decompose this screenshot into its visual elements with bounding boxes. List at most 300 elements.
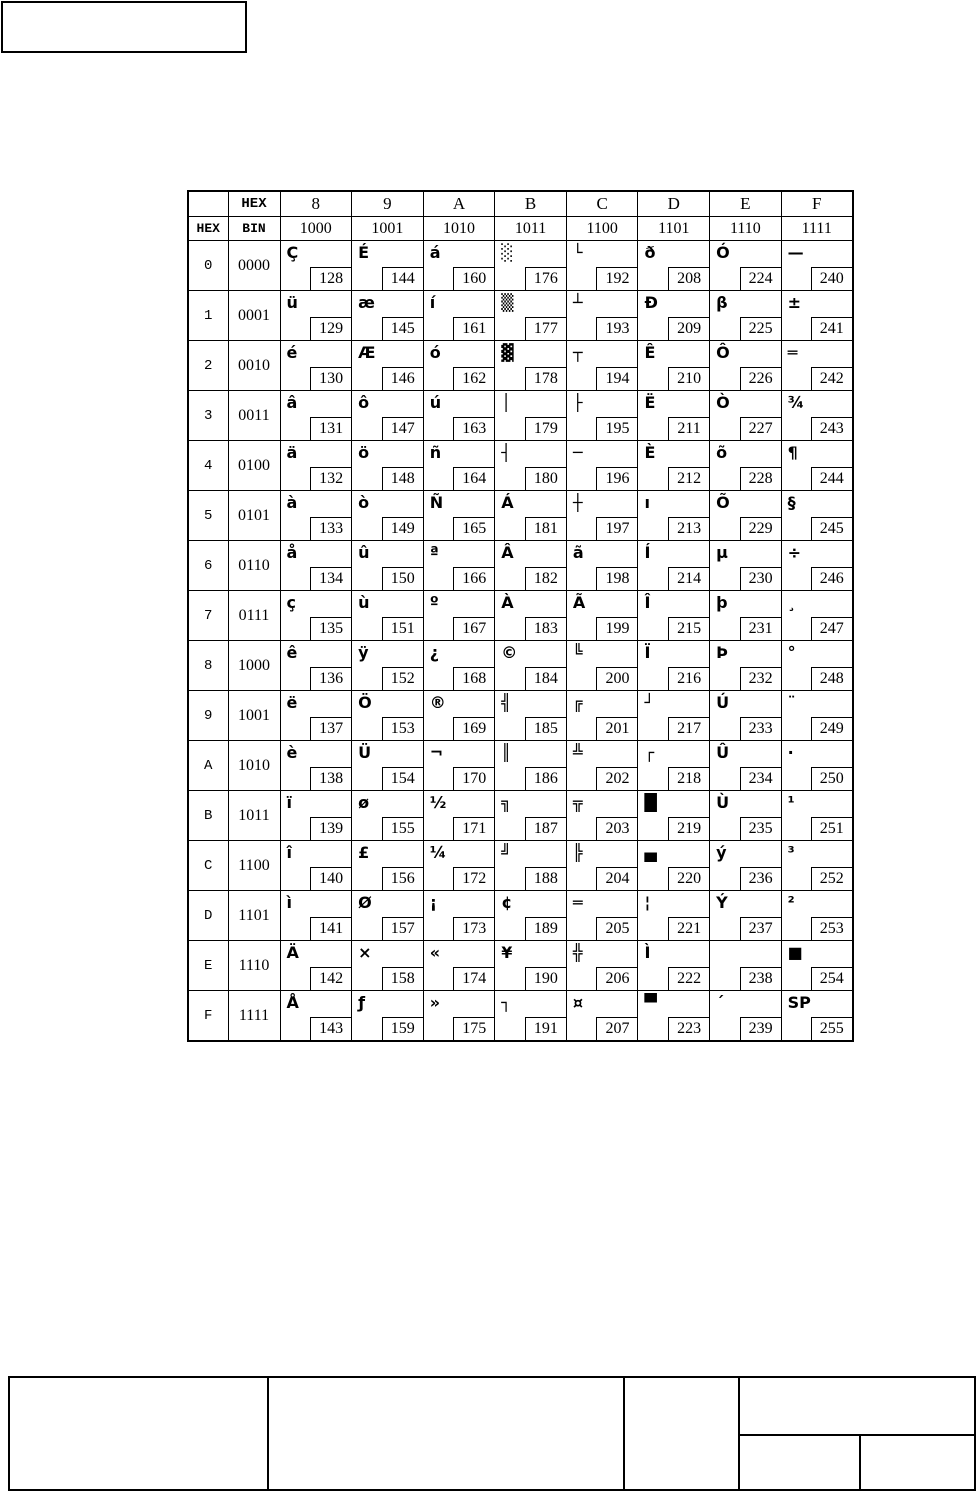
char-glyph: ╔ bbox=[572, 693, 583, 712]
char-cell bbox=[710, 591, 782, 641]
char-glyph: ç bbox=[286, 593, 296, 612]
char-code: 185 bbox=[525, 717, 566, 740]
char-code: 197 bbox=[596, 517, 637, 540]
char-code: 217 bbox=[668, 717, 709, 740]
row-hex: 3 bbox=[188, 391, 228, 441]
char-glyph: ë bbox=[286, 693, 298, 712]
char-glyph: æ bbox=[358, 293, 375, 312]
char-glyph: β bbox=[716, 293, 728, 312]
char-code: 183 bbox=[525, 617, 566, 640]
char-glyph: é bbox=[286, 343, 298, 362]
char-cell bbox=[710, 491, 782, 541]
char-glyph: ¹ bbox=[787, 793, 795, 812]
char-cell bbox=[352, 441, 424, 491]
char-glyph: í bbox=[429, 293, 436, 312]
char-code: 247 bbox=[811, 617, 852, 640]
char-code: 230 bbox=[740, 567, 781, 590]
row-bin: 0100 bbox=[228, 441, 280, 491]
column-bin: 1111 bbox=[781, 217, 853, 241]
row-bin: 1010 bbox=[228, 741, 280, 791]
char-code: 157 bbox=[382, 917, 423, 940]
row-hex: A bbox=[188, 741, 228, 791]
char-cell bbox=[280, 341, 352, 391]
char-cell bbox=[352, 641, 424, 691]
table-row bbox=[188, 991, 853, 1042]
char-glyph: § bbox=[787, 493, 796, 512]
char-glyph: ƒ bbox=[358, 993, 366, 1012]
char-glyph: Í bbox=[644, 543, 651, 562]
char-code: 239 bbox=[740, 1017, 781, 1040]
column-hex: 9 bbox=[352, 191, 424, 217]
char-cell bbox=[280, 741, 352, 791]
footer-title-block bbox=[8, 1376, 976, 1491]
char-glyph: ÿ bbox=[358, 643, 369, 662]
char-cell bbox=[781, 541, 853, 591]
char-code: 229 bbox=[740, 517, 781, 540]
char-cell bbox=[638, 841, 710, 891]
char-glyph: Ê bbox=[644, 343, 656, 362]
char-glyph: ┘ bbox=[644, 693, 655, 712]
char-glyph: « bbox=[429, 943, 441, 962]
char-glyph: ╩ bbox=[572, 743, 583, 762]
char-glyph: Õ bbox=[716, 493, 730, 512]
table-row bbox=[188, 391, 853, 441]
char-cell bbox=[352, 491, 424, 541]
char-code: 144 bbox=[382, 267, 423, 290]
char-code: 193 bbox=[596, 317, 637, 340]
row-bin: 1110 bbox=[228, 941, 280, 991]
char-glyph: ┴ bbox=[572, 293, 583, 312]
char-cell bbox=[638, 491, 710, 541]
char-code: 223 bbox=[668, 1017, 709, 1040]
char-glyph: ¿ bbox=[429, 643, 439, 662]
char-code: 154 bbox=[382, 767, 423, 790]
char-cell bbox=[352, 241, 424, 291]
row-hex: B bbox=[188, 791, 228, 841]
char-glyph: ┤ bbox=[501, 443, 511, 462]
char-code: 225 bbox=[740, 317, 781, 340]
char-cell bbox=[280, 841, 352, 891]
char-code: 218 bbox=[668, 767, 709, 790]
char-glyph: ║ bbox=[501, 743, 511, 762]
char-cell bbox=[781, 591, 853, 641]
row-hex: 1 bbox=[188, 291, 228, 341]
footer-divider bbox=[859, 1434, 861, 1489]
char-glyph: ú bbox=[429, 393, 442, 412]
row-hex-header-label: HEX bbox=[188, 217, 228, 241]
char-glyph: ▓ bbox=[501, 343, 514, 362]
char-cell bbox=[495, 641, 567, 691]
char-glyph: ╣ bbox=[501, 693, 511, 712]
char-glyph: ® bbox=[429, 693, 446, 712]
char-code: 160 bbox=[453, 267, 494, 290]
column-bin: 1000 bbox=[280, 217, 352, 241]
char-code: 143 bbox=[310, 1017, 351, 1040]
char-code: 155 bbox=[382, 817, 423, 840]
char-glyph: Ü bbox=[358, 743, 372, 762]
char-cell bbox=[566, 541, 638, 591]
char-code: 146 bbox=[382, 367, 423, 390]
char-cell bbox=[495, 291, 567, 341]
char-glyph: þ bbox=[716, 593, 728, 612]
char-code: 140 bbox=[310, 867, 351, 890]
char-code: 232 bbox=[740, 667, 781, 690]
char-cell bbox=[352, 691, 424, 741]
char-cell bbox=[495, 591, 567, 641]
char-glyph: Ë bbox=[644, 393, 656, 412]
char-code: 205 bbox=[596, 917, 637, 940]
char-code: 181 bbox=[525, 517, 566, 540]
char-glyph: ³ bbox=[787, 843, 795, 862]
char-code: 194 bbox=[596, 367, 637, 390]
char-code: 253 bbox=[811, 917, 852, 940]
char-code: 158 bbox=[382, 967, 423, 990]
char-cell bbox=[423, 341, 495, 391]
char-cell bbox=[566, 841, 638, 891]
char-cell bbox=[280, 791, 352, 841]
char-cell bbox=[495, 691, 567, 741]
row-hex: 2 bbox=[188, 341, 228, 391]
char-cell bbox=[781, 691, 853, 741]
char-cell bbox=[566, 441, 638, 491]
char-cell bbox=[495, 441, 567, 491]
char-code: 207 bbox=[596, 1017, 637, 1040]
char-cell bbox=[710, 741, 782, 791]
char-code: 173 bbox=[453, 917, 494, 940]
char-code: 178 bbox=[525, 367, 566, 390]
char-cell bbox=[638, 891, 710, 941]
char-code: 148 bbox=[382, 467, 423, 490]
char-glyph: Æ bbox=[358, 343, 376, 362]
char-glyph: ░ bbox=[501, 243, 514, 262]
char-code: 234 bbox=[740, 767, 781, 790]
char-code: 162 bbox=[453, 367, 494, 390]
char-code: 184 bbox=[525, 667, 566, 690]
char-cell bbox=[638, 541, 710, 591]
char-glyph: └ bbox=[572, 243, 583, 262]
char-cell bbox=[280, 691, 352, 741]
char-code: 174 bbox=[453, 967, 494, 990]
char-glyph: Î bbox=[644, 593, 651, 612]
row-hex: 9 bbox=[188, 691, 228, 741]
char-glyph: ¾ bbox=[787, 393, 805, 412]
char-glyph: ó bbox=[429, 343, 441, 362]
char-glyph: ± bbox=[787, 293, 802, 312]
char-glyph: ô bbox=[358, 393, 370, 412]
char-glyph: Å bbox=[286, 993, 299, 1012]
char-code: 214 bbox=[668, 567, 709, 590]
row-bin: 0010 bbox=[228, 341, 280, 391]
char-glyph: ¬ bbox=[429, 743, 444, 762]
column-hex: A bbox=[423, 191, 495, 217]
char-glyph: ╠ bbox=[572, 843, 583, 862]
char-code: 161 bbox=[453, 317, 494, 340]
char-code: 189 bbox=[525, 917, 566, 940]
char-glyph: å bbox=[286, 543, 298, 562]
char-cell bbox=[495, 891, 567, 941]
char-code: 186 bbox=[525, 767, 566, 790]
char-glyph: ¢ bbox=[501, 893, 513, 912]
column-bin: 1011 bbox=[495, 217, 567, 241]
char-cell bbox=[423, 941, 495, 991]
char-code: 252 bbox=[811, 867, 852, 890]
char-cell bbox=[352, 841, 424, 891]
char-glyph: ¼ bbox=[429, 843, 447, 862]
char-code: 156 bbox=[382, 867, 423, 890]
char-cell bbox=[781, 441, 853, 491]
char-cell bbox=[566, 891, 638, 941]
char-glyph: ╦ bbox=[572, 793, 583, 812]
table-row bbox=[188, 541, 853, 591]
char-cell bbox=[781, 241, 853, 291]
char-glyph: À bbox=[501, 593, 514, 612]
char-glyph: Ö bbox=[358, 693, 372, 712]
char-code: 222 bbox=[668, 967, 709, 990]
char-code: 212 bbox=[668, 467, 709, 490]
char-glyph: ─ bbox=[572, 443, 583, 462]
char-code: 179 bbox=[525, 417, 566, 440]
char-code: 220 bbox=[668, 867, 709, 890]
char-cell bbox=[710, 541, 782, 591]
char-glyph: Ñ bbox=[429, 493, 444, 512]
char-cell bbox=[352, 391, 424, 441]
char-code: 236 bbox=[740, 867, 781, 890]
char-cell bbox=[423, 291, 495, 341]
char-code: 171 bbox=[453, 817, 494, 840]
char-glyph: ä bbox=[286, 443, 298, 462]
char-cell bbox=[495, 391, 567, 441]
char-cell bbox=[423, 841, 495, 891]
char-glyph: û bbox=[358, 543, 370, 562]
row-hex: C bbox=[188, 841, 228, 891]
char-code: 216 bbox=[668, 667, 709, 690]
char-glyph: Á bbox=[501, 493, 514, 512]
char-glyph: è bbox=[286, 743, 298, 762]
char-code: 177 bbox=[525, 317, 566, 340]
char-glyph: Ò bbox=[716, 393, 730, 412]
char-cell bbox=[638, 941, 710, 991]
row-hex: F bbox=[188, 991, 228, 1042]
row-hex: D bbox=[188, 891, 228, 941]
char-glyph: ┼ bbox=[572, 493, 583, 512]
char-code: 141 bbox=[310, 917, 351, 940]
column-hex: C bbox=[566, 191, 638, 217]
column-bin: 1001 bbox=[352, 217, 424, 241]
char-code: 164 bbox=[453, 467, 494, 490]
char-cell bbox=[781, 991, 853, 1042]
char-glyph: î bbox=[286, 843, 292, 862]
char-glyph: ¶ bbox=[787, 443, 798, 462]
char-code: 167 bbox=[453, 617, 494, 640]
char-cell bbox=[495, 791, 567, 841]
char-code: 200 bbox=[596, 667, 637, 690]
char-code: 135 bbox=[310, 617, 351, 640]
char-cell bbox=[566, 741, 638, 791]
column-hex: E bbox=[710, 191, 782, 217]
row-bin: 0000 bbox=[228, 241, 280, 291]
char-code: 180 bbox=[525, 467, 566, 490]
char-glyph: │ bbox=[501, 393, 511, 412]
char-cell bbox=[566, 641, 638, 691]
char-cell bbox=[781, 491, 853, 541]
char-glyph: ý bbox=[716, 843, 727, 862]
char-cell bbox=[710, 991, 782, 1042]
char-cell bbox=[566, 691, 638, 741]
row-bin: 0011 bbox=[228, 391, 280, 441]
row-bin: 0110 bbox=[228, 541, 280, 591]
char-code: 231 bbox=[740, 617, 781, 640]
char-glyph: Ù bbox=[716, 793, 730, 812]
char-glyph: ° bbox=[787, 643, 796, 662]
char-cell bbox=[638, 791, 710, 841]
char-glyph: ┐ bbox=[501, 993, 511, 1012]
row-bin: 1011 bbox=[228, 791, 280, 841]
char-code: 209 bbox=[668, 317, 709, 340]
char-glyph: ñ bbox=[429, 443, 442, 462]
char-cell bbox=[352, 991, 424, 1042]
char-code: 210 bbox=[668, 367, 709, 390]
row-bin: 1001 bbox=[228, 691, 280, 741]
char-glyph: á bbox=[429, 243, 441, 262]
char-cell bbox=[781, 291, 853, 341]
char-code: 195 bbox=[596, 417, 637, 440]
char-code: 151 bbox=[382, 617, 423, 640]
char-cell bbox=[638, 441, 710, 491]
hex-header-label: HEX bbox=[228, 191, 280, 217]
char-cell bbox=[638, 691, 710, 741]
bin-header-row bbox=[188, 217, 853, 241]
char-glyph: ▒ bbox=[501, 293, 514, 312]
char-glyph: ■ bbox=[787, 943, 803, 962]
code-page-table bbox=[187, 190, 854, 1042]
table-row bbox=[188, 741, 853, 791]
char-glyph: ╚ bbox=[572, 643, 583, 662]
char-code: 133 bbox=[310, 517, 351, 540]
char-cell bbox=[710, 891, 782, 941]
char-code: 251 bbox=[811, 817, 852, 840]
char-cell bbox=[352, 341, 424, 391]
char-code: 149 bbox=[382, 517, 423, 540]
column-hex: B bbox=[495, 191, 567, 217]
char-code: 172 bbox=[453, 867, 494, 890]
char-cell bbox=[423, 391, 495, 441]
char-code: 235 bbox=[740, 817, 781, 840]
char-cell bbox=[710, 791, 782, 841]
char-cell bbox=[495, 241, 567, 291]
char-cell bbox=[638, 391, 710, 441]
table-row bbox=[188, 241, 853, 291]
char-glyph: ù bbox=[358, 593, 370, 612]
column-hex: 8 bbox=[280, 191, 352, 217]
char-code: 169 bbox=[453, 717, 494, 740]
char-cell bbox=[423, 741, 495, 791]
char-glyph: Ø bbox=[358, 893, 372, 912]
char-glyph: Đ bbox=[644, 293, 658, 312]
char-cell bbox=[566, 941, 638, 991]
char-code: 145 bbox=[382, 317, 423, 340]
char-cell bbox=[280, 291, 352, 341]
char-glyph: ² bbox=[787, 893, 795, 912]
char-cell bbox=[280, 891, 352, 941]
char-glyph: ┬ bbox=[572, 343, 583, 362]
char-cell bbox=[352, 591, 424, 641]
char-glyph: Þ bbox=[716, 643, 728, 662]
char-cell bbox=[638, 341, 710, 391]
row-hex: 6 bbox=[188, 541, 228, 591]
char-cell bbox=[280, 941, 352, 991]
char-cell bbox=[280, 991, 352, 1042]
char-code: 134 bbox=[310, 567, 351, 590]
table-row bbox=[188, 641, 853, 691]
char-cell bbox=[638, 591, 710, 641]
char-cell bbox=[566, 241, 638, 291]
char-cell bbox=[495, 991, 567, 1042]
char-cell bbox=[638, 641, 710, 691]
char-glyph: ├ bbox=[572, 393, 583, 412]
char-cell bbox=[352, 541, 424, 591]
column-bin: 1010 bbox=[423, 217, 495, 241]
char-glyph: — bbox=[787, 243, 804, 262]
hex-header-row bbox=[188, 191, 853, 217]
char-cell bbox=[423, 991, 495, 1042]
char-glyph: ã bbox=[572, 543, 584, 562]
table-row bbox=[188, 941, 853, 991]
bin-header-label: BIN bbox=[228, 217, 280, 241]
char-code: 221 bbox=[668, 917, 709, 940]
char-glyph: È bbox=[644, 443, 656, 462]
char-cell bbox=[710, 691, 782, 741]
char-glyph: ı bbox=[644, 493, 650, 512]
row-bin: 1000 bbox=[228, 641, 280, 691]
char-cell bbox=[280, 641, 352, 691]
char-code: 198 bbox=[596, 567, 637, 590]
char-code: 227 bbox=[740, 417, 781, 440]
char-code: 142 bbox=[310, 967, 351, 990]
char-code: 196 bbox=[596, 467, 637, 490]
table-row bbox=[188, 841, 853, 891]
char-code: 215 bbox=[668, 617, 709, 640]
char-glyph: Ý bbox=[716, 893, 728, 912]
char-cell bbox=[566, 391, 638, 441]
char-cell bbox=[280, 491, 352, 541]
char-cell bbox=[710, 341, 782, 391]
char-cell bbox=[495, 341, 567, 391]
char-code: 224 bbox=[740, 267, 781, 290]
char-glyph: ¤ bbox=[572, 993, 584, 1012]
char-cell bbox=[280, 541, 352, 591]
char-glyph: Ï bbox=[644, 643, 651, 662]
char-code: 150 bbox=[382, 567, 423, 590]
char-glyph: µ bbox=[716, 543, 728, 562]
column-bin: 1100 bbox=[566, 217, 638, 241]
char-cell bbox=[423, 591, 495, 641]
char-code: 153 bbox=[382, 717, 423, 740]
char-glyph: · bbox=[787, 743, 794, 762]
row-hex: 5 bbox=[188, 491, 228, 541]
char-code: 204 bbox=[596, 867, 637, 890]
char-cell bbox=[781, 391, 853, 441]
row-bin: 1100 bbox=[228, 841, 280, 891]
char-code: 168 bbox=[453, 667, 494, 690]
char-code: 128 bbox=[310, 267, 351, 290]
char-glyph: Ä bbox=[286, 943, 299, 962]
char-code: 152 bbox=[382, 667, 423, 690]
char-glyph: Ú bbox=[716, 693, 730, 712]
table-row bbox=[188, 491, 853, 541]
char-code: 254 bbox=[811, 967, 852, 990]
char-glyph: © bbox=[501, 643, 518, 662]
char-code: 206 bbox=[596, 967, 637, 990]
